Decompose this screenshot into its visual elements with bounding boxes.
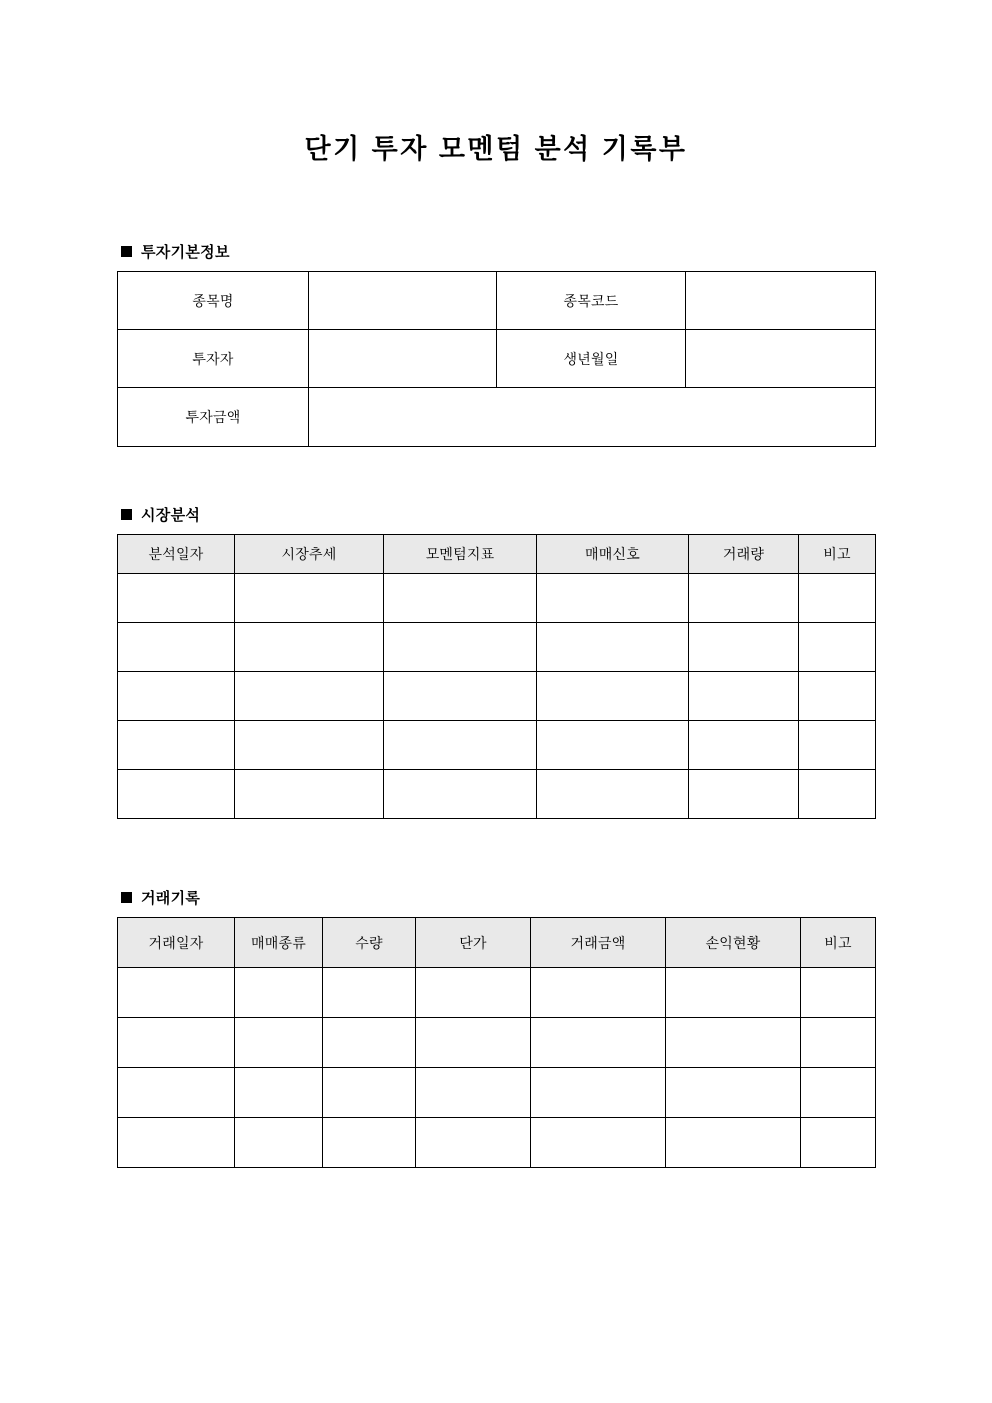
section-heading-trade-record (121, 887, 875, 908)
cell-remarks[interactable] (799, 672, 876, 721)
column-header-trade-amount: 거래금액 (531, 918, 666, 968)
cell-trade-amount[interactable] (531, 1068, 666, 1118)
cell-market-trend[interactable] (235, 623, 384, 672)
cell-trade-date[interactable] (118, 968, 235, 1018)
cell-momentum-indicator[interactable] (384, 672, 537, 721)
cell-trade-date[interactable] (118, 1018, 235, 1068)
cell-profit-loss[interactable] (666, 968, 801, 1018)
cell-market-trend[interactable] (235, 574, 384, 623)
cell-remarks[interactable] (801, 1118, 876, 1168)
label-birthdate: 생년월일 (497, 330, 686, 388)
cell-trade-signal[interactable] (537, 672, 689, 721)
cell-trade-type[interactable] (235, 968, 323, 1018)
column-header-trade-date: 거래일자 (118, 918, 235, 968)
table-row (118, 721, 876, 770)
section-heading-label: 시장분석 (141, 507, 201, 525)
square-bullet-icon (121, 509, 132, 520)
cell-momentum-indicator[interactable] (384, 721, 537, 770)
cell-market-trend[interactable] (235, 770, 384, 819)
table-row (118, 968, 876, 1018)
cell-unit-price[interactable] (416, 968, 531, 1018)
input-investor[interactable] (309, 330, 497, 388)
market-analysis-table (117, 534, 876, 819)
table-row (118, 770, 876, 819)
cell-market-trend[interactable] (235, 672, 384, 721)
table-row (118, 672, 876, 721)
cell-trade-amount[interactable] (531, 1118, 666, 1168)
cell-analysis-date[interactable] (118, 721, 235, 770)
column-header-volume: 거래량 (689, 535, 799, 574)
input-investment-amount[interactable] (309, 388, 876, 447)
cell-profit-loss[interactable] (666, 1018, 801, 1068)
cell-trade-date[interactable] (118, 1118, 235, 1168)
cell-quantity[interactable] (323, 1018, 416, 1068)
table-row (118, 330, 876, 388)
section-heading-market-analysis (121, 504, 875, 525)
table-row (118, 1068, 876, 1118)
basic-info-table (117, 271, 876, 447)
cell-analysis-date[interactable] (118, 770, 235, 819)
cell-trade-date[interactable] (118, 1068, 235, 1118)
page-title: 단기 투자 모멘텀 분석 기록부 (304, 134, 688, 164)
label-stock-code: 종목코드 (497, 272, 686, 330)
section-heading-label: 투자기본정보 (141, 244, 230, 262)
label-investment-amount: 투자금액 (118, 388, 309, 447)
table-row (118, 1118, 876, 1168)
column-header-profit-loss: 손익현황 (666, 918, 801, 968)
cell-momentum-indicator[interactable] (384, 574, 537, 623)
cell-momentum-indicator[interactable] (384, 623, 537, 672)
table-row (118, 272, 876, 330)
table-header-row (118, 918, 876, 968)
cell-trade-type[interactable] (235, 1018, 323, 1068)
cell-unit-price[interactable] (416, 1018, 531, 1068)
spacer-between-sections-1 (117, 447, 875, 504)
column-header-momentum-indicator: 모멘텀지표 (384, 535, 537, 574)
cell-market-trend[interactable] (235, 721, 384, 770)
cell-volume[interactable] (689, 574, 799, 623)
cell-profit-loss[interactable] (666, 1068, 801, 1118)
cell-volume[interactable] (689, 623, 799, 672)
table-row (118, 623, 876, 672)
cell-analysis-date[interactable] (118, 672, 235, 721)
column-header-quantity: 수량 (323, 918, 416, 968)
column-header-market-trend: 시장추세 (235, 535, 384, 574)
cell-remarks[interactable] (801, 1018, 876, 1068)
cell-remarks[interactable] (799, 721, 876, 770)
cell-unit-price[interactable] (416, 1118, 531, 1168)
column-header-remarks: 비고 (801, 918, 876, 968)
label-investor: 투자자 (118, 330, 309, 388)
input-birthdate[interactable] (686, 330, 876, 388)
cell-quantity[interactable] (323, 1118, 416, 1168)
table-row (118, 574, 876, 623)
square-bullet-icon (121, 246, 132, 257)
cell-volume[interactable] (689, 721, 799, 770)
section-market-analysis (117, 504, 875, 819)
cell-volume[interactable] (689, 672, 799, 721)
cell-unit-price[interactable] (416, 1068, 531, 1118)
table-header-row (118, 535, 876, 574)
cell-trade-type[interactable] (235, 1068, 323, 1118)
cell-analysis-date[interactable] (118, 623, 235, 672)
cell-analysis-date[interactable] (118, 574, 235, 623)
cell-profit-loss[interactable] (666, 1118, 801, 1168)
section-trade-record (117, 887, 875, 1168)
section-heading-basic-info (121, 241, 875, 262)
cell-remarks[interactable] (801, 1068, 876, 1118)
cell-volume[interactable] (689, 770, 799, 819)
input-stock-name[interactable] (309, 272, 497, 330)
cell-trade-signal[interactable] (537, 770, 689, 819)
spacer-after-title (117, 165, 875, 241)
label-stock-name: 종목명 (118, 272, 309, 330)
cell-quantity[interactable] (323, 1068, 416, 1118)
column-header-remarks: 비고 (799, 535, 876, 574)
column-header-unit-price: 단가 (416, 918, 531, 968)
cell-remarks[interactable] (799, 623, 876, 672)
cell-trade-amount[interactable] (531, 1018, 666, 1068)
cell-trade-type[interactable] (235, 1118, 323, 1168)
column-header-trade-signal: 매매신호 (537, 535, 689, 574)
cell-remarks[interactable] (799, 574, 876, 623)
cell-quantity[interactable] (323, 968, 416, 1018)
cell-remarks[interactable] (799, 770, 876, 819)
cell-trade-signal[interactable] (537, 623, 689, 672)
cell-trade-amount[interactable] (531, 968, 666, 1018)
table-row (118, 388, 876, 447)
spacer-between-sections-2 (117, 819, 875, 887)
table-row (118, 1018, 876, 1068)
cell-trade-signal[interactable] (537, 721, 689, 770)
cell-remarks[interactable] (801, 968, 876, 1018)
square-bullet-icon (121, 892, 132, 903)
column-header-analysis-date: 분석일자 (118, 535, 235, 574)
cell-momentum-indicator[interactable] (384, 770, 537, 819)
section-heading-label: 거래기록 (141, 890, 201, 908)
cell-trade-signal[interactable] (537, 574, 689, 623)
input-stock-code[interactable] (686, 272, 876, 330)
trade-record-table (117, 917, 876, 1168)
section-basic-info (117, 241, 875, 447)
column-header-trade-type: 매매종류 (235, 918, 323, 968)
